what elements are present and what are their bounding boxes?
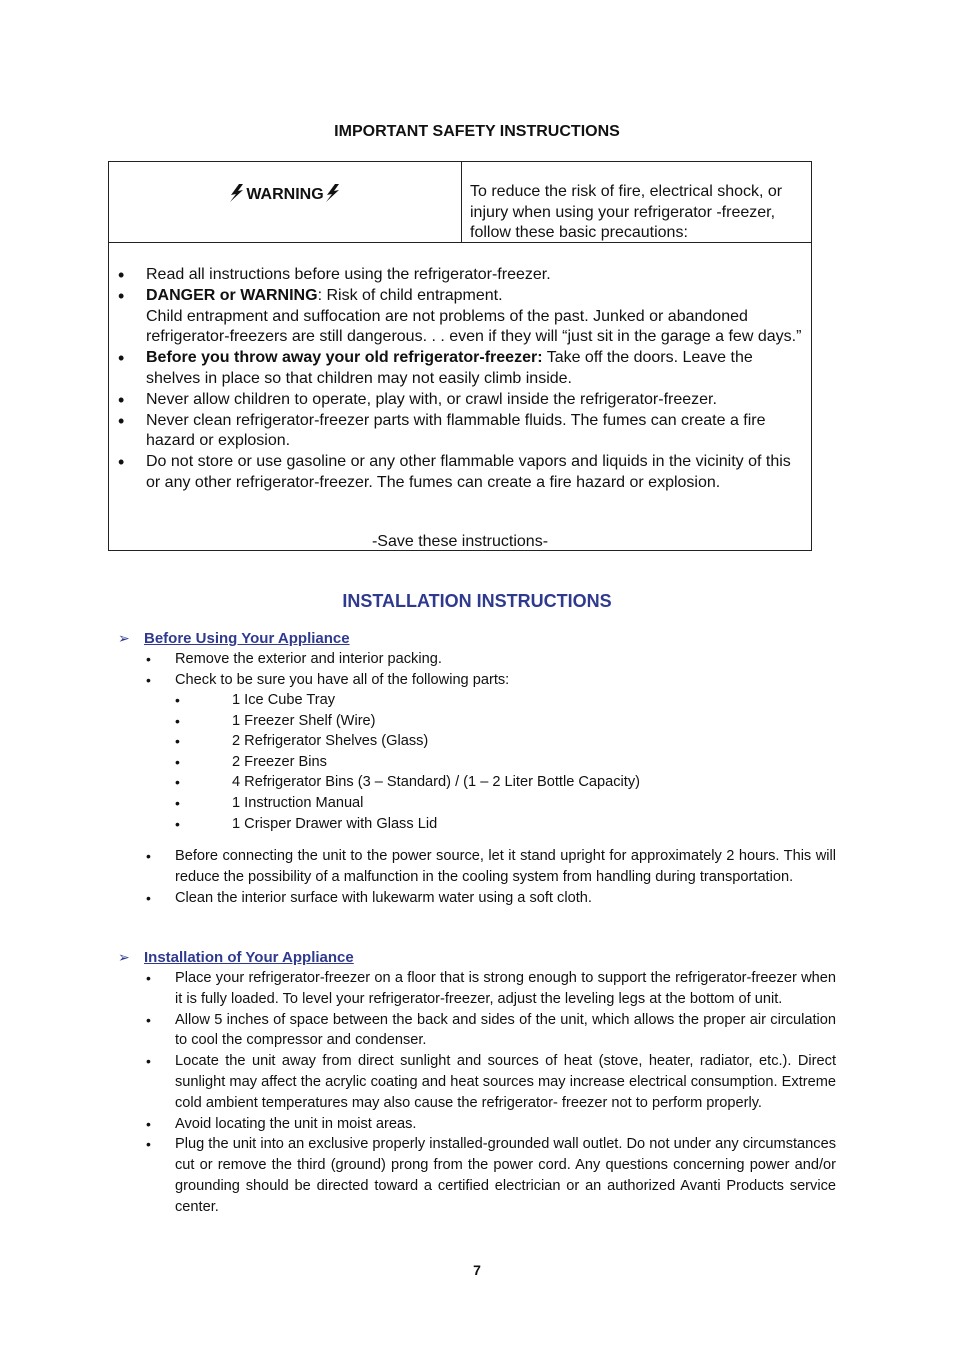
- safety-title: IMPORTANT SAFETY INSTRUCTIONS: [334, 123, 620, 140]
- before-using-after-list: [146, 846, 836, 908]
- parts-list: [175, 690, 640, 834]
- installation-heading: [118, 949, 354, 966]
- list-item: • 1 Freezer Shelf (Wire): [175, 711, 640, 732]
- installation-title: INSTALLATION INSTRUCTIONS: [342, 591, 612, 611]
- list-item: • 2 Freezer Bins: [175, 752, 640, 773]
- installation-heading-text: Installation of Your Appliance: [144, 949, 354, 966]
- safety-item: [117, 265, 807, 286]
- safety-item-text: Take off the doors. Leave the shelves in place so that children may not easily climb inside.: [146, 349, 753, 387]
- warning-header-row: [109, 162, 811, 243]
- warning-label: WARNING: [246, 186, 324, 203]
- warning-heading: [109, 184, 461, 207]
- list-item: • Remove the exterior and interior packing.: [146, 649, 836, 670]
- safety-item-text: Never clean refrigerator-freezer parts with flammable fluids. The fumes can create a fire hazard or explosion.: [146, 411, 766, 449]
- list-item: • Plug the unit into an exclusive properly installed-grounded wall outlet. Do not under any circumstances cut or remove the third (ground) prong from the power cord. Any questions concerning power and/or grounding should be directed toward a certified electrician or an authorized Avanti Products service center.: [146, 1134, 836, 1217]
- safety-item-text: : Risk of child entrapment. Child entrapment and suffocation are not problems of the past. Junked or abandoned refrigerator-freezers are still dangerous. . . even if they will “just sit in the garage a few days.”: [146, 287, 802, 345]
- list-item: • Clean the interior surface with lukewarm water using a soft cloth.: [146, 888, 836, 909]
- save-note: -Save these instructions-: [371, 533, 549, 550]
- warning-intro: To reduce the risk of fire, electrical shock, or injury when using your refrigerator -freezer, follow these basic precautions:: [470, 183, 783, 241]
- before-using-heading: [118, 630, 350, 647]
- before-using-list: [146, 649, 836, 691]
- safety-item: [117, 390, 807, 411]
- lightning-bolt-icon: [228, 184, 246, 207]
- safety-list: [117, 265, 807, 494]
- page-number: 7: [473, 1262, 481, 1278]
- safety-item: [117, 286, 807, 348]
- list-item: • 1 Instruction Manual: [175, 793, 640, 814]
- list-item: • 4 Refrigerator Bins (3 – Standard) / (1 – 2 Liter Bottle Capacity): [175, 772, 640, 793]
- list-item: • Locate the unit away from direct sunlight and sources of heat (stove, heater, radiator, etc.). Direct sunlight may affect the acrylic coating and heat sources may increase electrical consumption. Extreme cold ambient temperatures may also cause the refrigerator- freezer not to perform properly.: [146, 1051, 836, 1113]
- safety-item-bold: Before you throw away your old refrigerator-freezer:: [146, 349, 543, 366]
- safety-item: [117, 452, 807, 493]
- safety-item: [117, 411, 807, 452]
- list-item: • 1 Crisper Drawer with Glass Lid: [175, 814, 640, 835]
- list-item: • Before connecting the unit to the power source, let it stand upright for approximately 2 hours. This will reduce the possibility of a malfunction in the cooling system from handling during transportation.: [146, 846, 836, 888]
- list-item: • 1 Ice Cube Tray: [175, 690, 640, 711]
- list-item: • Allow 5 inches of space between the back and sides of the unit, which allows the proper air circulation to cool the compressor and condenser.: [146, 1010, 836, 1052]
- installation-list: [146, 968, 836, 1218]
- safety-item-text: Read all instructions before using the refrigerator-freezer.: [146, 266, 551, 283]
- safety-item: [117, 348, 807, 389]
- list-item: • 2 Refrigerator Shelves (Glass): [175, 731, 640, 752]
- list-item: • Check to be sure you have all of the following parts:: [146, 670, 836, 691]
- arrow-bullet-icon: ➢: [118, 949, 130, 965]
- lightning-bolt-icon: [324, 184, 342, 207]
- warning-box: [108, 161, 812, 551]
- safety-item-text: Do not store or use gasoline or any other flammable vapors and liquids in the vicinity of this or any other refrigerator-freezer. The fumes can create a fire hazard or explosion.: [146, 453, 791, 491]
- list-item: • Place your refrigerator-freezer on a floor that is strong enough to support the refrigerator-freezer when it is fully loaded. To level your refrigerator-freezer, adjust the leveling legs at the bottom of unit.: [146, 968, 836, 1010]
- before-using-heading-text: Before Using Your Appliance: [144, 630, 350, 647]
- safety-item-text: Never allow children to operate, play with, or crawl inside the refrigerator-freezer.: [146, 390, 717, 408]
- arrow-bullet-icon: ➢: [118, 630, 130, 646]
- safety-item-bold: DANGER or WARNING: [146, 287, 318, 304]
- warning-divider: [461, 162, 462, 242]
- list-item: • Avoid locating the unit in moist areas.: [146, 1114, 836, 1135]
